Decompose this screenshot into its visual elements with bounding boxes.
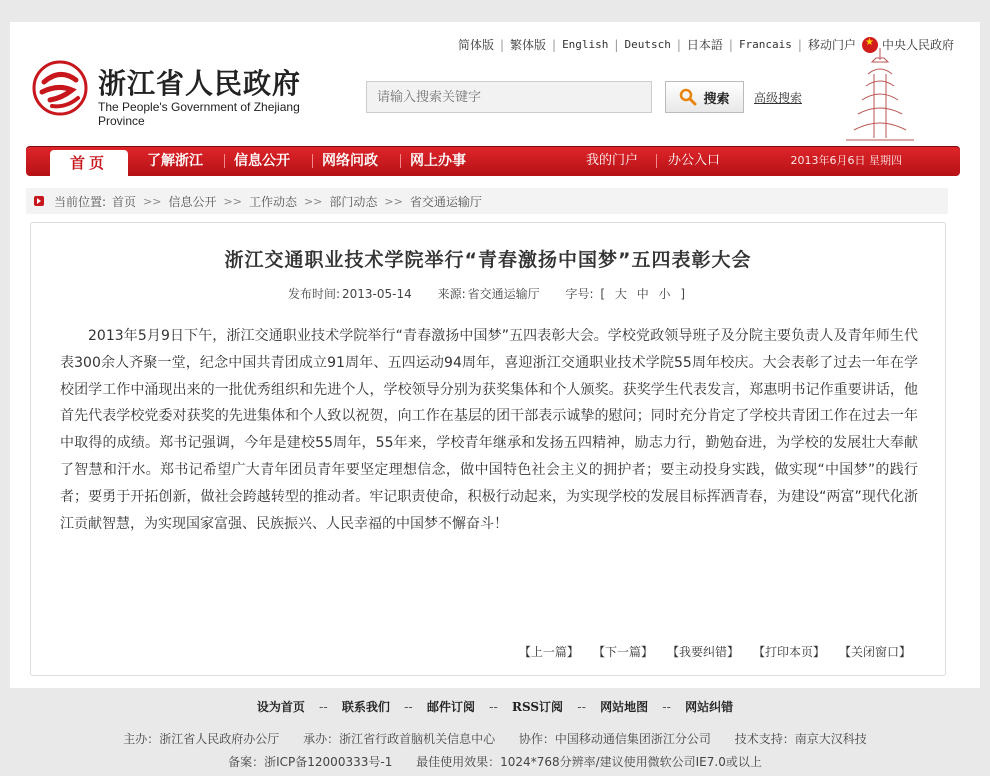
- search-button[interactable]: [665, 81, 744, 113]
- breadcrumb-work[interactable]: 工作动态: [248, 194, 297, 209]
- publish-date: 2013-05-14: [341, 287, 412, 301]
- chevron-right-icon: >>: [384, 194, 403, 208]
- search-button-label: 搜索: [703, 91, 730, 107]
- language-links: 简体版 | 繁体版 | English | Deutsch | 日本語 | Francais | 移动门户 ★ 中央人民政府: [458, 36, 954, 53]
- article-actions: [505, 643, 911, 660]
- site-logo[interactable]: [32, 60, 332, 128]
- footer-report-error[interactable]: 网站纠错: [685, 700, 734, 714]
- source-label: 来源:: [437, 287, 466, 301]
- search-icon: [679, 88, 697, 106]
- article-body: 2013年5月9日下午，浙江交通职业技术学院举行“青春激扬中国梦”五四表彰大会。学校党政领导班子及分院主要负责人及青年师生代表300余人齐聚一堂，纪念中国共青团成立91周年、五四运动94周年，喜迎浙江交通职业技术学院55周年校庆。大会表彰了过去一年在学校团学工作中涌现出来的一批优秀组织和先进个人，学校领导分别为获奖集体和个人颁奖。获奖学生代表发言，郑惠明书记作重要讲话，他首先代表学校党委对获奖的先进集体和个人致以祝贺，向工作在基层的团干部表示诚挚的慰问；同时充分肯定了学校共青团工作在过去一年中取得的成绩。郑书记强调，今年是建校55周年，55年来，学校青年继承和发扬五四精神，励志力行，勤勉奋进，为学校的发展壮大奉献了智慧和汗水。郑书记希望广大青年团员青年要坚定理想信念，做中国特色社会主义的拥护者；要主动投身实践，做实现“中国梦”的践行者；要勇于开拓创新，做社会跨越转型的推动者。牢记职责使命，积极行动起来，为实现学校的发展目标挥洒青春，为建设“两富”现代化浙江贡献智慧，为实现国家富强、民族振兴、人民幸福的中国梦不懈奋斗！: [60, 328, 918, 532]
- fontsize-small-button[interactable]: 小: [658, 287, 671, 301]
- breadcrumb: [26, 188, 948, 214]
- publish-label: 发布时间:: [287, 287, 340, 301]
- footer-mail-subscribe[interactable]: 邮件订阅: [426, 700, 475, 714]
- footer-contact[interactable]: 联系我们: [341, 700, 390, 714]
- site-title: 浙江省人民政府: [98, 67, 302, 100]
- nav-item-politics[interactable]: 网络问政: [322, 153, 378, 169]
- breadcrumb-home[interactable]: 首页: [112, 194, 137, 209]
- chevron-right-icon: >>: [223, 194, 242, 208]
- fontsize-label: 字号:: [565, 287, 594, 301]
- article-box: [30, 222, 946, 676]
- link-central-gov[interactable]: 中央人民政府: [881, 38, 954, 52]
- print-page-link[interactable]: 【打印本页】: [752, 645, 825, 659]
- advanced-search-link[interactable]: 高级搜索: [754, 91, 803, 105]
- main-nav: [26, 146, 960, 176]
- article-meta: [31, 285, 945, 302]
- footer-sep: --: [404, 700, 413, 714]
- page-container: [10, 22, 980, 688]
- footer-sep: --: [662, 700, 671, 714]
- fontsize-large-button[interactable]: 大: [614, 287, 627, 301]
- nav-item-service[interactable]: 网上办事: [410, 153, 466, 169]
- site-subtitle: The People's Government of Zhejiang Province: [98, 100, 300, 128]
- breadcrumb-arrow-icon: [34, 196, 44, 206]
- nav-divider: [224, 154, 225, 168]
- footer-undertake: 承办：浙江省行政首脑机关信息中心: [303, 732, 496, 746]
- footer-icp: [0, 753, 990, 770]
- footer-sep: --: [319, 700, 328, 714]
- footer-host: 主办：浙江省人民政府办公厅: [123, 732, 280, 746]
- link-japanese[interactable]: 日本語: [686, 38, 723, 52]
- fontsize-medium-button[interactable]: 中: [636, 287, 649, 301]
- nav-home[interactable]: 首页: [50, 150, 128, 176]
- article-title: 浙江交通职业技术学院举行“青春激扬中国梦”五四表彰大会: [224, 249, 752, 271]
- link-francais[interactable]: Francais: [738, 38, 792, 51]
- nav-divider: [400, 154, 401, 168]
- fontsize-bracket-open: [: [600, 287, 606, 301]
- footer-cooperate: 协作：中国移动通信集团浙江分公司: [518, 732, 711, 746]
- link-deutsch[interactable]: Deutsch: [624, 38, 671, 51]
- breadcrumb-current[interactable]: 省交通运输厅: [409, 194, 482, 209]
- nav-divider: [656, 154, 657, 168]
- footer-tech: 技术支持：南京大汉科技: [734, 732, 867, 746]
- zhejiang-logo-icon: [32, 60, 88, 116]
- nav-office[interactable]: 办公入口: [668, 153, 721, 168]
- chevron-right-icon: >>: [143, 194, 162, 208]
- prev-article-link[interactable]: 【上一篇】: [518, 645, 579, 659]
- footer-rss[interactable]: RSS订阅: [512, 700, 564, 714]
- footer-set-home[interactable]: 设为首页: [256, 700, 305, 714]
- breadcrumb-label: 当前位置:: [54, 194, 107, 209]
- source-value: 省交通运输厅: [467, 287, 540, 301]
- chevron-right-icon: >>: [303, 194, 323, 208]
- footer-sep: --: [489, 700, 498, 714]
- nav-item-info[interactable]: 信息公开: [234, 153, 290, 169]
- pagoda-illustration-icon: [840, 46, 920, 142]
- link-mobile[interactable]: 移动门户: [807, 38, 856, 52]
- report-error-link[interactable]: 【我要纠错】: [666, 645, 739, 659]
- fontsize-bracket-close: ]: [680, 287, 686, 301]
- link-english[interactable]: English: [562, 38, 609, 51]
- footer-sep: --: [577, 700, 586, 714]
- nav-date: 2013年6月6日 星期四: [790, 154, 902, 167]
- breadcrumb-info[interactable]: 信息公开: [168, 194, 217, 209]
- close-window-link[interactable]: 【关闭窗口】: [838, 645, 911, 659]
- search-input[interactable]: [366, 81, 652, 113]
- footer-sitemap[interactable]: 网站地图: [600, 700, 649, 714]
- footer-best-view: 最佳使用效果：1024*768分辨率/建议使用微软公司IE7.0或以上: [416, 755, 762, 769]
- footer-links: [0, 698, 990, 715]
- link-simplified[interactable]: 简体版: [457, 38, 494, 52]
- link-traditional[interactable]: 繁体版: [510, 38, 547, 52]
- nav-my-portal[interactable]: 我的门户: [586, 153, 639, 168]
- nav-divider: [312, 154, 313, 168]
- next-article-link[interactable]: 【下一篇】: [592, 645, 653, 659]
- footer-credits: [0, 730, 990, 747]
- footer-icp-number: 备案：浙ICP备12000333号-1: [228, 755, 393, 769]
- nav-item-about[interactable]: 了解浙江: [147, 153, 203, 169]
- breadcrumb-dept[interactable]: 部门动态: [329, 194, 378, 209]
